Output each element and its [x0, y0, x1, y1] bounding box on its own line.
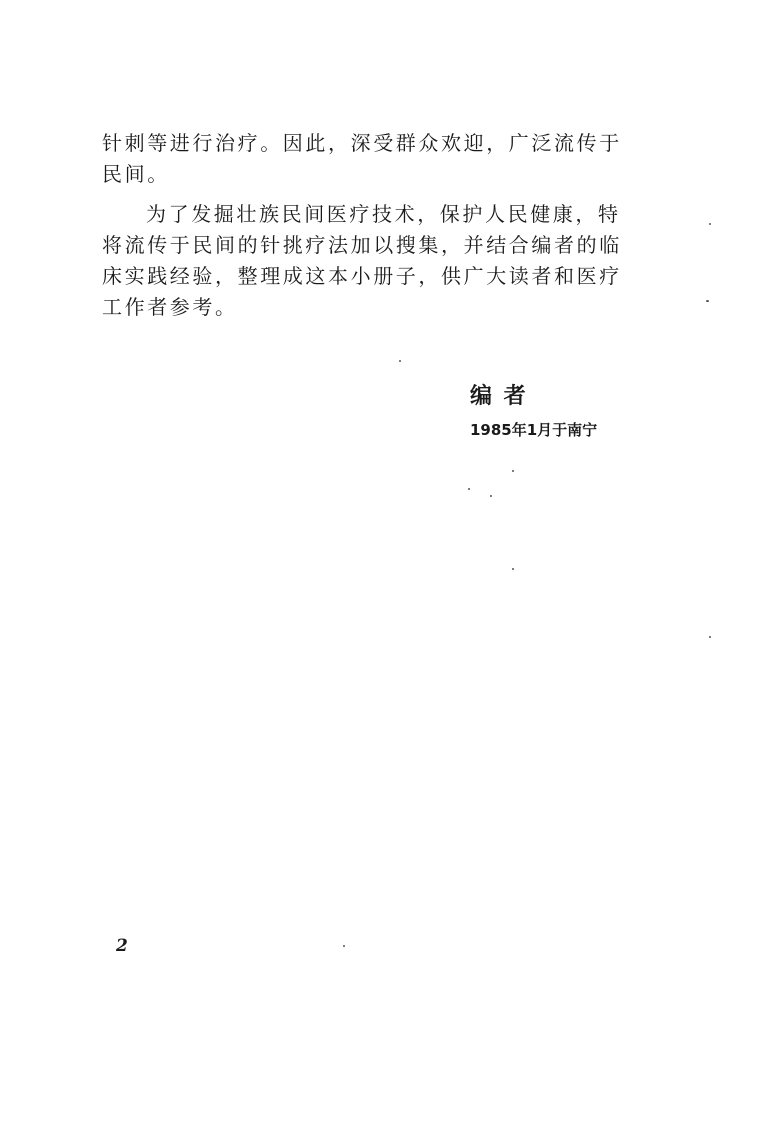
signature-block: [470, 382, 597, 442]
scan-speck: [709, 636, 711, 638]
body-line: 为了发掘壮族民间医疗技术，保护人民健康，特: [146, 202, 621, 226]
body-line: 民间。: [102, 162, 170, 186]
signature-date: 1985年1月于南宁: [470, 421, 598, 439]
body-line: 针刺等进行治疗。因此，深受群众欢迎，广泛流传于: [102, 131, 622, 155]
scan-speck: [512, 470, 514, 472]
signature-author: 编 者: [470, 384, 528, 409]
scan-speck: [709, 223, 711, 225]
scan-speck: [512, 568, 514, 570]
body-line: 将流传于民间的针挑疗法加以搜集，并结合编者的临: [102, 233, 622, 257]
scan-speck: [343, 945, 345, 947]
body-line: 床实践经验，整理成这本小册子，供广大读者和医疗: [102, 264, 622, 288]
scan-speck: [490, 495, 492, 497]
scan-speck: [706, 300, 709, 302]
body-line: 工作者参考。: [102, 295, 238, 319]
scan-speck: [399, 360, 401, 362]
scan-speck: [468, 488, 470, 490]
page-number: 2: [116, 936, 128, 956]
preface-body: [102, 128, 642, 323]
